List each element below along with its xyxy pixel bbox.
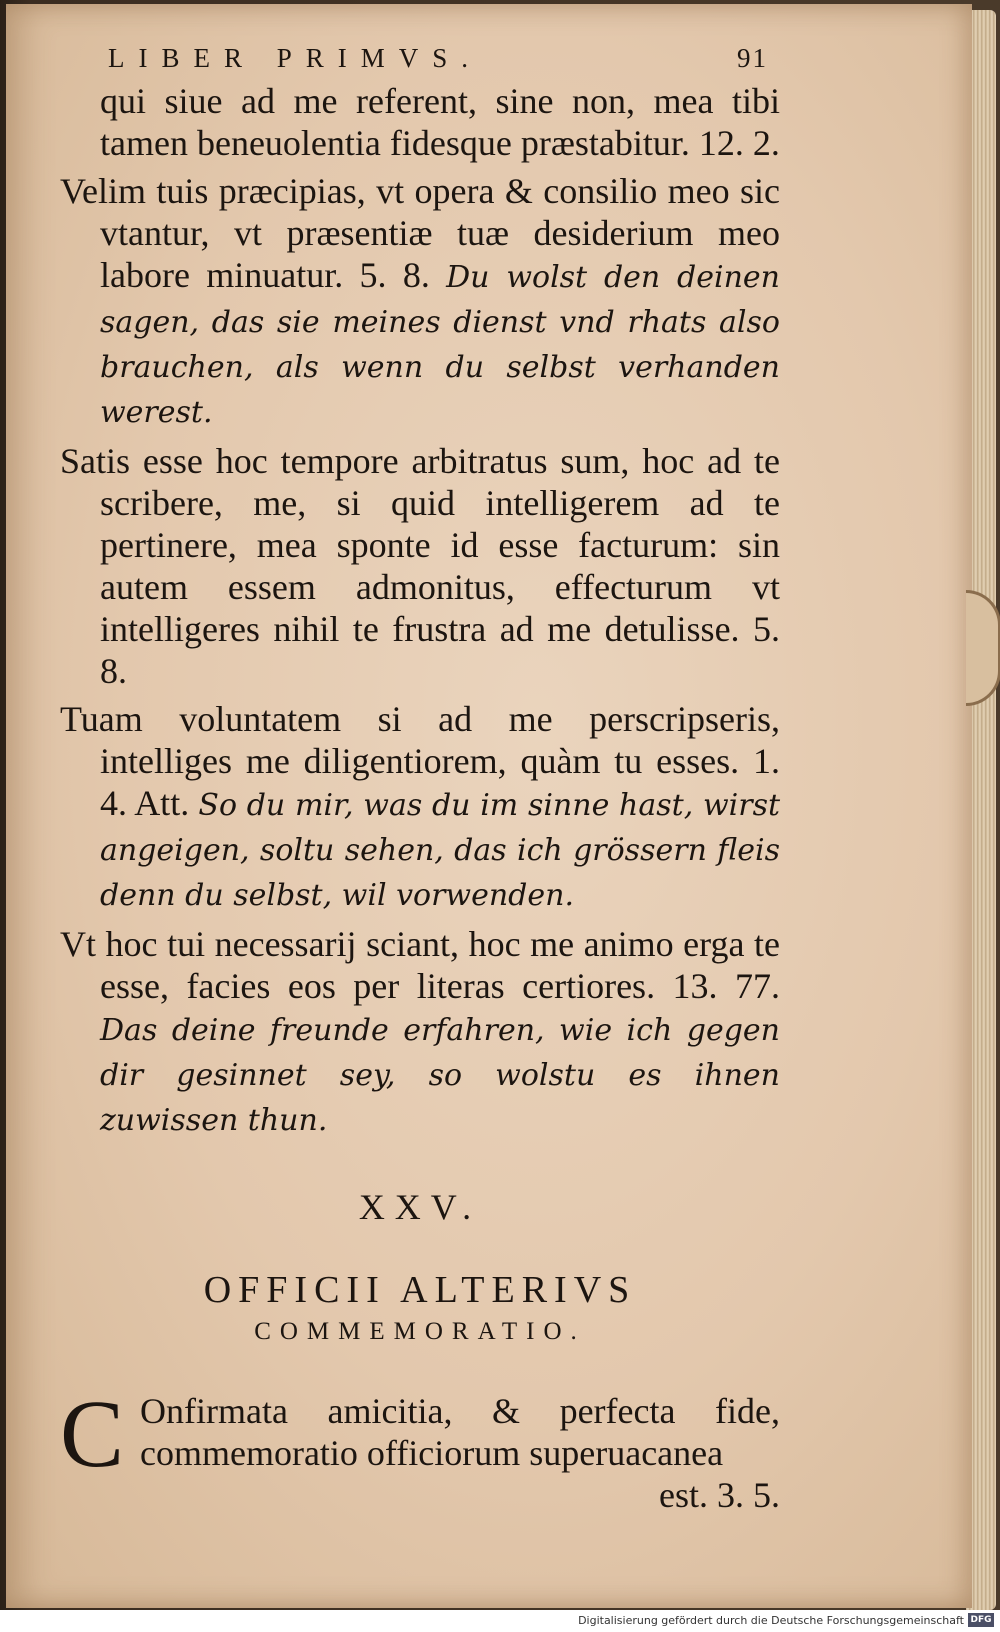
section-numeral: XXV.: [358, 1187, 482, 1227]
entry-1: [60, 80, 780, 164]
latin-text: Vt hoc tui necessarij sciant, hoc me animo erga te esse, facies eos per literas certiores. 13. 77.: [60, 924, 780, 1006]
german-gloss: Du wolst den deinen sagen, das sie meines dienst vnd rhats also brauchen, als wenn du selbst verhanden werest.: [100, 260, 781, 430]
book-clasp: [966, 590, 1000, 706]
drop-cap: C: [60, 1380, 125, 1487]
lead-text: Onfirmata amicitia, & perfecta fide, commemoratio officiorum superuacanea: [140, 1391, 780, 1473]
entry-3: [60, 440, 780, 692]
german-gloss: Das deine freunde erfahren, wie ich gegen dir gesinnet sey, so wolstu es ihnen zuwissen thun.: [100, 1013, 780, 1138]
section-lead-paragraph: [60, 1380, 780, 1516]
section-subtitle: COMMEMORATIO.: [254, 1318, 586, 1345]
page-content: [60, 40, 780, 1516]
page-number: 91: [737, 43, 768, 73]
dfg-logo: DFG: [968, 1613, 994, 1627]
entry-5: [60, 923, 780, 1142]
entry-text: [60, 698, 780, 917]
entry-4: [60, 698, 780, 917]
german-gloss: So du mir, was du im sinne hast, wirst angeigen, soltu sehen, das ich grössern fleis denn du selbst, wil vorwenden.: [100, 788, 781, 913]
entry-text: [60, 170, 780, 434]
section-title: OFFICII ALTERIVS: [203, 1269, 637, 1311]
lead-text-end: est. 3. 5.: [659, 1475, 780, 1515]
entry-text: [60, 923, 780, 1142]
running-head-title: LIBER PRIMVS.: [108, 43, 483, 73]
latin-text: Tuam voluntatem si ad me perscripseris, intelliges me diligentiorem, quàm tu esses. 1. 4. Att.: [60, 699, 780, 823]
entry-text: qui siue ad me referent, sine non, mea tibi tamen beneuolentia fidesque præstabitur. 12. 2.: [100, 81, 780, 163]
latin-text: Velim tuis præcipias, vt opera & consilio meo sic vtantur, vt præsentiæ tuæ desiderium meo labore minuatur. 5. 8.: [60, 171, 780, 295]
entry-2: [60, 170, 780, 434]
running-head: [108, 40, 768, 76]
digitization-credit: Digitalisierung gefördert durch die Deutsche Forschungsgemeinschaft: [578, 1614, 964, 1627]
entry-text: Satis esse hoc tempore arbitratus sum, hoc ad te scribere, me, si quid intelligerem ad te pertinere, mea sponte id esse facturum: sin autem essem admonitus, effecturum vt intelligeres nihil te frustra ad me detulisse. 5. 8.: [60, 441, 780, 691]
